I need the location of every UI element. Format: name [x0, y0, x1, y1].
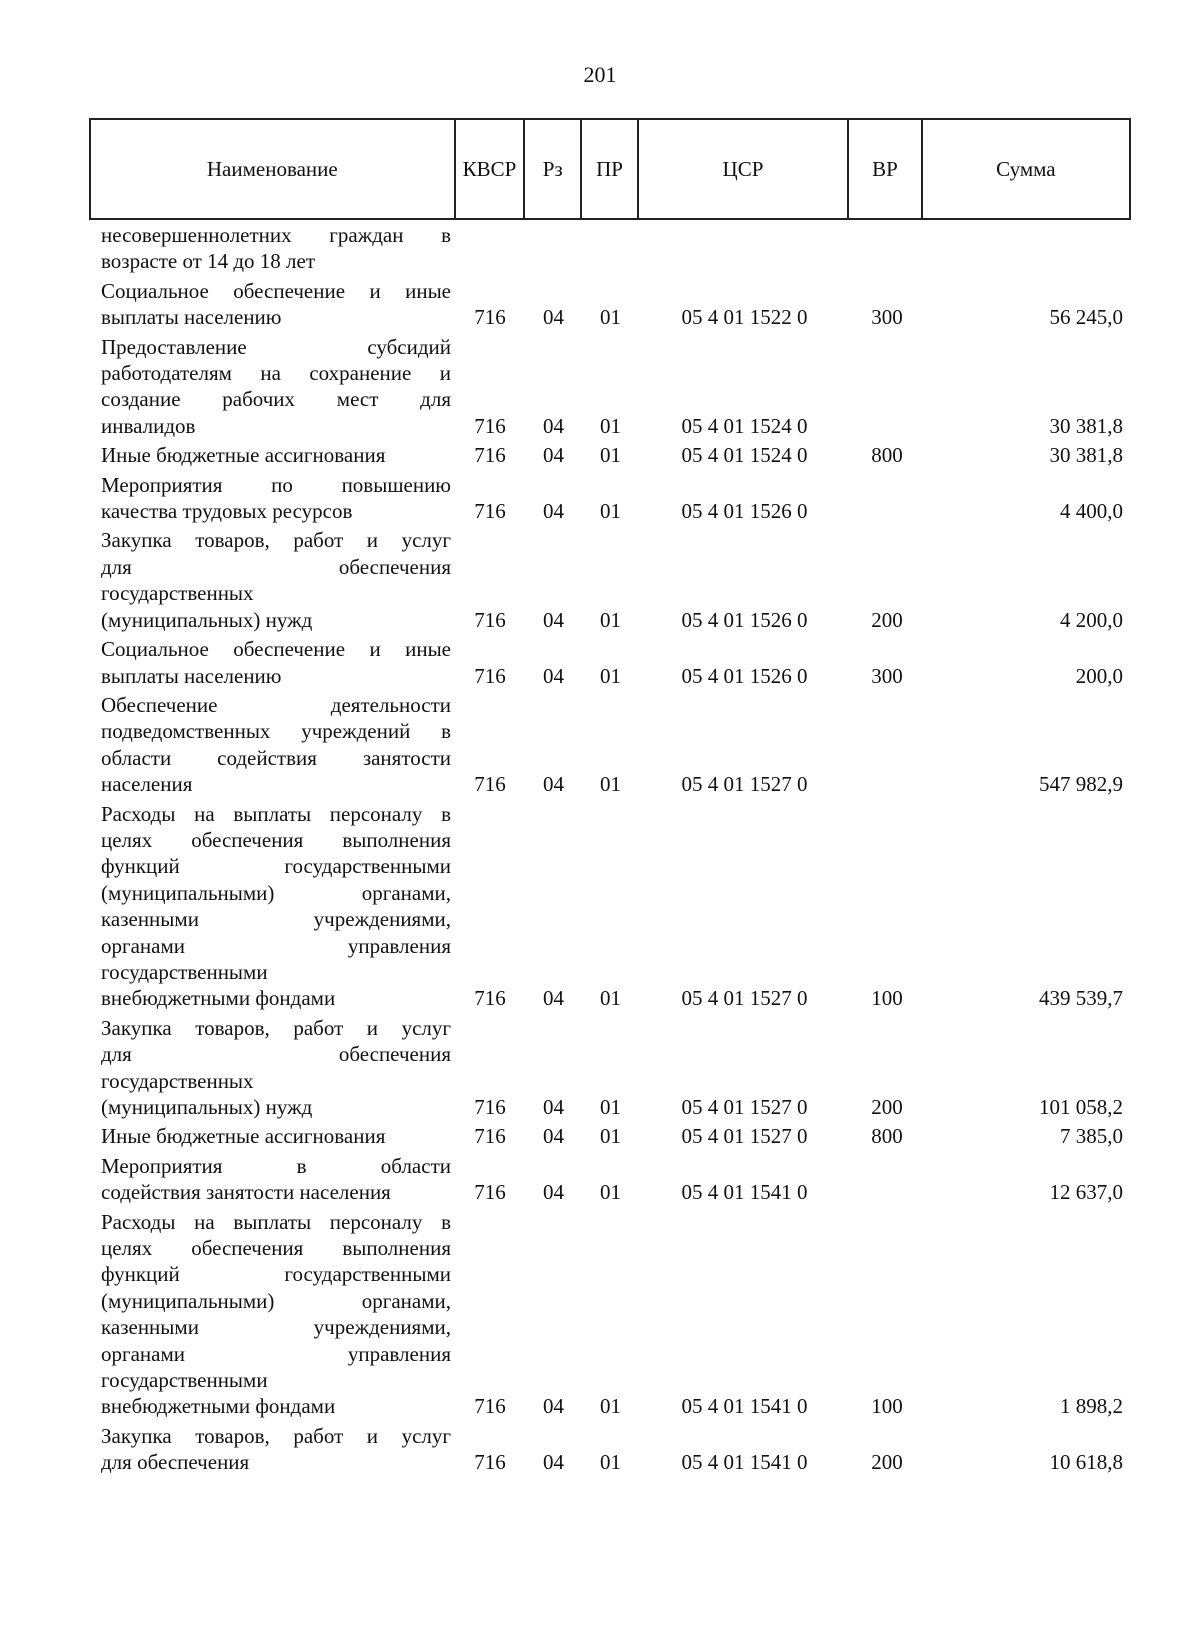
cell-sum: 200,0: [1075, 663, 1123, 688]
row-name-line: для обеспечения: [101, 1450, 250, 1475]
cell-pr: 01: [600, 1394, 621, 1419]
cell-rz: 04: [543, 772, 564, 797]
cell-sum: 56 245,0: [1049, 305, 1123, 330]
row-name: [101, 1153, 451, 1206]
row-name: [101, 801, 451, 1012]
cell-kvsr: 716: [474, 305, 506, 330]
table-row: [89, 692, 1131, 798]
row-name-line: возрасте от 14 до 18 лет: [101, 249, 316, 274]
cell-pr: 01: [600, 1124, 621, 1149]
cell-kvsr: 716: [474, 1124, 506, 1149]
row-name: [101, 692, 451, 798]
table-header: [89, 118, 1131, 220]
cell-rz: 04: [543, 986, 564, 1011]
row-name-line: (муниципальных) нужд: [101, 607, 313, 632]
row-name-line: выплаты населению: [101, 663, 282, 688]
cell-csr: 05 4 01 1526 0: [681, 499, 808, 524]
cell-pr: 01: [600, 413, 621, 438]
table-row: [89, 527, 1131, 633]
row-name-line: выплаты населению: [101, 305, 282, 330]
header-name: Наименование: [91, 120, 456, 218]
cell-sum: 439 539,7: [1039, 986, 1123, 1011]
cell-sum: 101 058,2: [1039, 1095, 1123, 1119]
row-name-line: органами управления: [101, 933, 451, 958]
cell-csr: 05 4 01 1527 0: [681, 772, 808, 797]
table-row: [89, 1153, 1131, 1206]
cell-rz: 04: [543, 413, 564, 438]
table-row: [89, 1209, 1131, 1420]
row-name-line: (муниципальными) органами,: [101, 1288, 451, 1313]
row-name-line: государственными: [101, 1368, 268, 1393]
row-name-line: Закупка товаров, работ и услуг: [101, 1423, 451, 1448]
cell-kvsr: 716: [474, 443, 506, 468]
cell-pr: 01: [600, 1095, 621, 1119]
row-name-line: казенными учреждениями,: [101, 907, 451, 932]
cell-sum: 10 618,8: [1049, 1450, 1123, 1475]
cell-pr: 01: [600, 305, 621, 330]
cell-vr: 200: [871, 1095, 903, 1119]
cell-rz: 04: [543, 663, 564, 688]
cell-sum: 30 381,8: [1049, 413, 1123, 438]
cell-kvsr: 716: [474, 607, 506, 632]
cell-sum: 547 982,9: [1039, 772, 1123, 797]
cell-csr: 05 4 01 1527 0: [681, 1095, 808, 1119]
cell-vr: 300: [871, 663, 903, 688]
cell-vr: 800: [871, 1124, 903, 1149]
cell-rz: 04: [543, 305, 564, 330]
cell-kvsr: 716: [474, 413, 506, 438]
cell-kvsr: 716: [474, 1180, 506, 1205]
row-name-line: для обеспечения: [101, 1042, 451, 1067]
cell-vr: 800: [871, 443, 903, 468]
cell-csr: 05 4 01 1541 0: [681, 1180, 808, 1205]
cell-csr: 05 4 01 1526 0: [681, 663, 808, 688]
row-name-line: целях обеспечения выполнения: [101, 827, 451, 852]
row-name-line: для обеспечения: [101, 554, 451, 579]
cell-csr: 05 4 01 1524 0: [681, 413, 808, 438]
row-name-line: Мероприятия в области: [101, 1153, 451, 1178]
row-name: [101, 472, 451, 525]
row-name-line: содействия занятости населения: [101, 1180, 391, 1205]
row-name-line: (муниципальных) нужд: [101, 1095, 313, 1119]
row-name-line: внебюджетными фондами: [101, 986, 336, 1011]
row-name-line: области содействия занятости: [101, 745, 451, 770]
cell-rz: 04: [543, 1394, 564, 1419]
table-row: [89, 334, 1131, 440]
row-name-line: функций государственными: [101, 1262, 451, 1287]
table-row: [89, 222, 1131, 275]
table-row: [89, 636, 1131, 689]
cell-kvsr: 716: [474, 1394, 506, 1419]
cell-sum: 30 381,8: [1049, 443, 1123, 468]
cell-csr: 05 4 01 1527 0: [681, 986, 808, 1011]
cell-rz: 04: [543, 1450, 564, 1475]
cell-csr: 05 4 01 1541 0: [681, 1450, 808, 1475]
cell-pr: 01: [600, 663, 621, 688]
row-name-line: подведомственных учреждений в: [101, 719, 451, 744]
row-name-line: создание рабочих мест для: [101, 387, 451, 412]
row-name-line: Иные бюджетные ассигнования: [101, 443, 386, 468]
cell-sum: 7 385,0: [1060, 1124, 1123, 1149]
row-name-line: Предоставление субсидий: [101, 334, 451, 359]
cell-rz: 04: [543, 1180, 564, 1205]
header-csr: ЦСР: [639, 120, 849, 218]
cell-vr: 100: [871, 986, 903, 1011]
cell-kvsr: 716: [474, 499, 506, 524]
table-row: [89, 1423, 1131, 1476]
row-name-line: целях обеспечения выполнения: [101, 1236, 451, 1261]
cell-pr: 01: [600, 499, 621, 524]
cell-vr: 200: [871, 1450, 903, 1475]
row-name: [101, 222, 451, 275]
table-body: [89, 220, 1131, 1476]
row-name-line: населения: [101, 772, 193, 797]
row-name: [101, 442, 451, 468]
cell-rz: 04: [543, 1095, 564, 1119]
table-row: [89, 1123, 1131, 1149]
table-row: [89, 442, 1131, 468]
row-name-line: качества трудовых ресурсов: [101, 499, 353, 524]
header-vr: ВР: [849, 120, 923, 218]
row-name-line: органами управления: [101, 1341, 451, 1366]
row-name-line: внебюджетными фондами: [101, 1394, 336, 1419]
cell-kvsr: 716: [474, 772, 506, 797]
row-name-line: несовершеннолетних граждан в: [101, 223, 451, 247]
cell-pr: 01: [600, 1180, 621, 1205]
header-pr: ПР: [582, 120, 639, 218]
table-row: [89, 472, 1131, 525]
cell-kvsr: 716: [474, 1095, 506, 1119]
cell-rz: 04: [543, 607, 564, 632]
cell-csr: 05 4 01 1526 0: [681, 607, 808, 632]
cell-sum: 4 200,0: [1060, 607, 1123, 632]
cell-pr: 01: [600, 772, 621, 797]
cell-sum: 1 898,2: [1060, 1394, 1123, 1419]
cell-rz: 04: [543, 443, 564, 468]
table-row: [89, 801, 1131, 1012]
row-name: [101, 1015, 451, 1121]
cell-csr: 05 4 01 1522 0: [681, 305, 808, 330]
table-row: [89, 278, 1131, 331]
row-name-line: казенными учреждениями,: [101, 1315, 451, 1340]
cell-kvsr: 716: [474, 663, 506, 688]
row-name: [101, 636, 451, 689]
cell-kvsr: 716: [474, 1450, 506, 1475]
cell-rz: 04: [543, 499, 564, 524]
row-name-line: государственных: [101, 1068, 254, 1093]
row-name: [101, 1209, 451, 1420]
row-name-line: Обеспечение деятельности: [101, 692, 451, 717]
row-name-line: Расходы на выплаты персоналу в: [101, 801, 451, 826]
row-name: [101, 1423, 451, 1476]
header-rz: Рз: [525, 120, 582, 218]
row-name-line: Мероприятия по повышению: [101, 472, 451, 497]
cell-pr: 01: [600, 607, 621, 632]
cell-vr: 300: [871, 305, 903, 330]
row-name-line: государственными: [101, 959, 268, 984]
row-name-line: (муниципальными) органами,: [101, 880, 451, 905]
row-name: [101, 278, 451, 331]
cell-pr: 01: [600, 443, 621, 468]
cell-csr: 05 4 01 1524 0: [681, 443, 808, 468]
row-name: [101, 527, 451, 633]
row-name: [101, 1123, 451, 1149]
cell-csr: 05 4 01 1541 0: [681, 1394, 808, 1419]
header-sum: Сумма: [996, 156, 1056, 181]
row-name-line: государственных: [101, 581, 254, 606]
row-name-line: работодателям на сохранение и: [101, 361, 451, 386]
table-row: [89, 1015, 1131, 1121]
header-kvsr: КВСР: [456, 120, 526, 218]
cell-sum: 12 637,0: [1049, 1180, 1123, 1205]
row-name-line: функций государственными: [101, 854, 451, 879]
cell-csr: 05 4 01 1527 0: [681, 1124, 808, 1149]
row-name-line: Расходы на выплаты персоналу в: [101, 1209, 451, 1234]
row-name-line: инвалидов: [101, 413, 196, 438]
row-name: [101, 334, 451, 440]
cell-rz: 04: [543, 1124, 564, 1149]
cell-vr: 200: [871, 607, 903, 632]
page-number: 201: [583, 62, 617, 87]
row-name-line: Иные бюджетные ассигнования: [101, 1124, 386, 1149]
cell-pr: 01: [600, 1450, 621, 1475]
cell-sum: 4 400,0: [1060, 499, 1123, 524]
row-name-line: Социальное обеспечение и иные: [101, 637, 451, 662]
row-name-line: Закупка товаров, работ и услуг: [101, 1015, 451, 1040]
cell-pr: 01: [600, 986, 621, 1011]
cell-kvsr: 716: [474, 986, 506, 1011]
row-name-line: Социальное обеспечение и иные: [101, 278, 451, 303]
row-name-line: Закупка товаров, работ и услуг: [101, 528, 451, 553]
budget-table: [89, 118, 1131, 1479]
cell-vr: 100: [871, 1394, 903, 1419]
